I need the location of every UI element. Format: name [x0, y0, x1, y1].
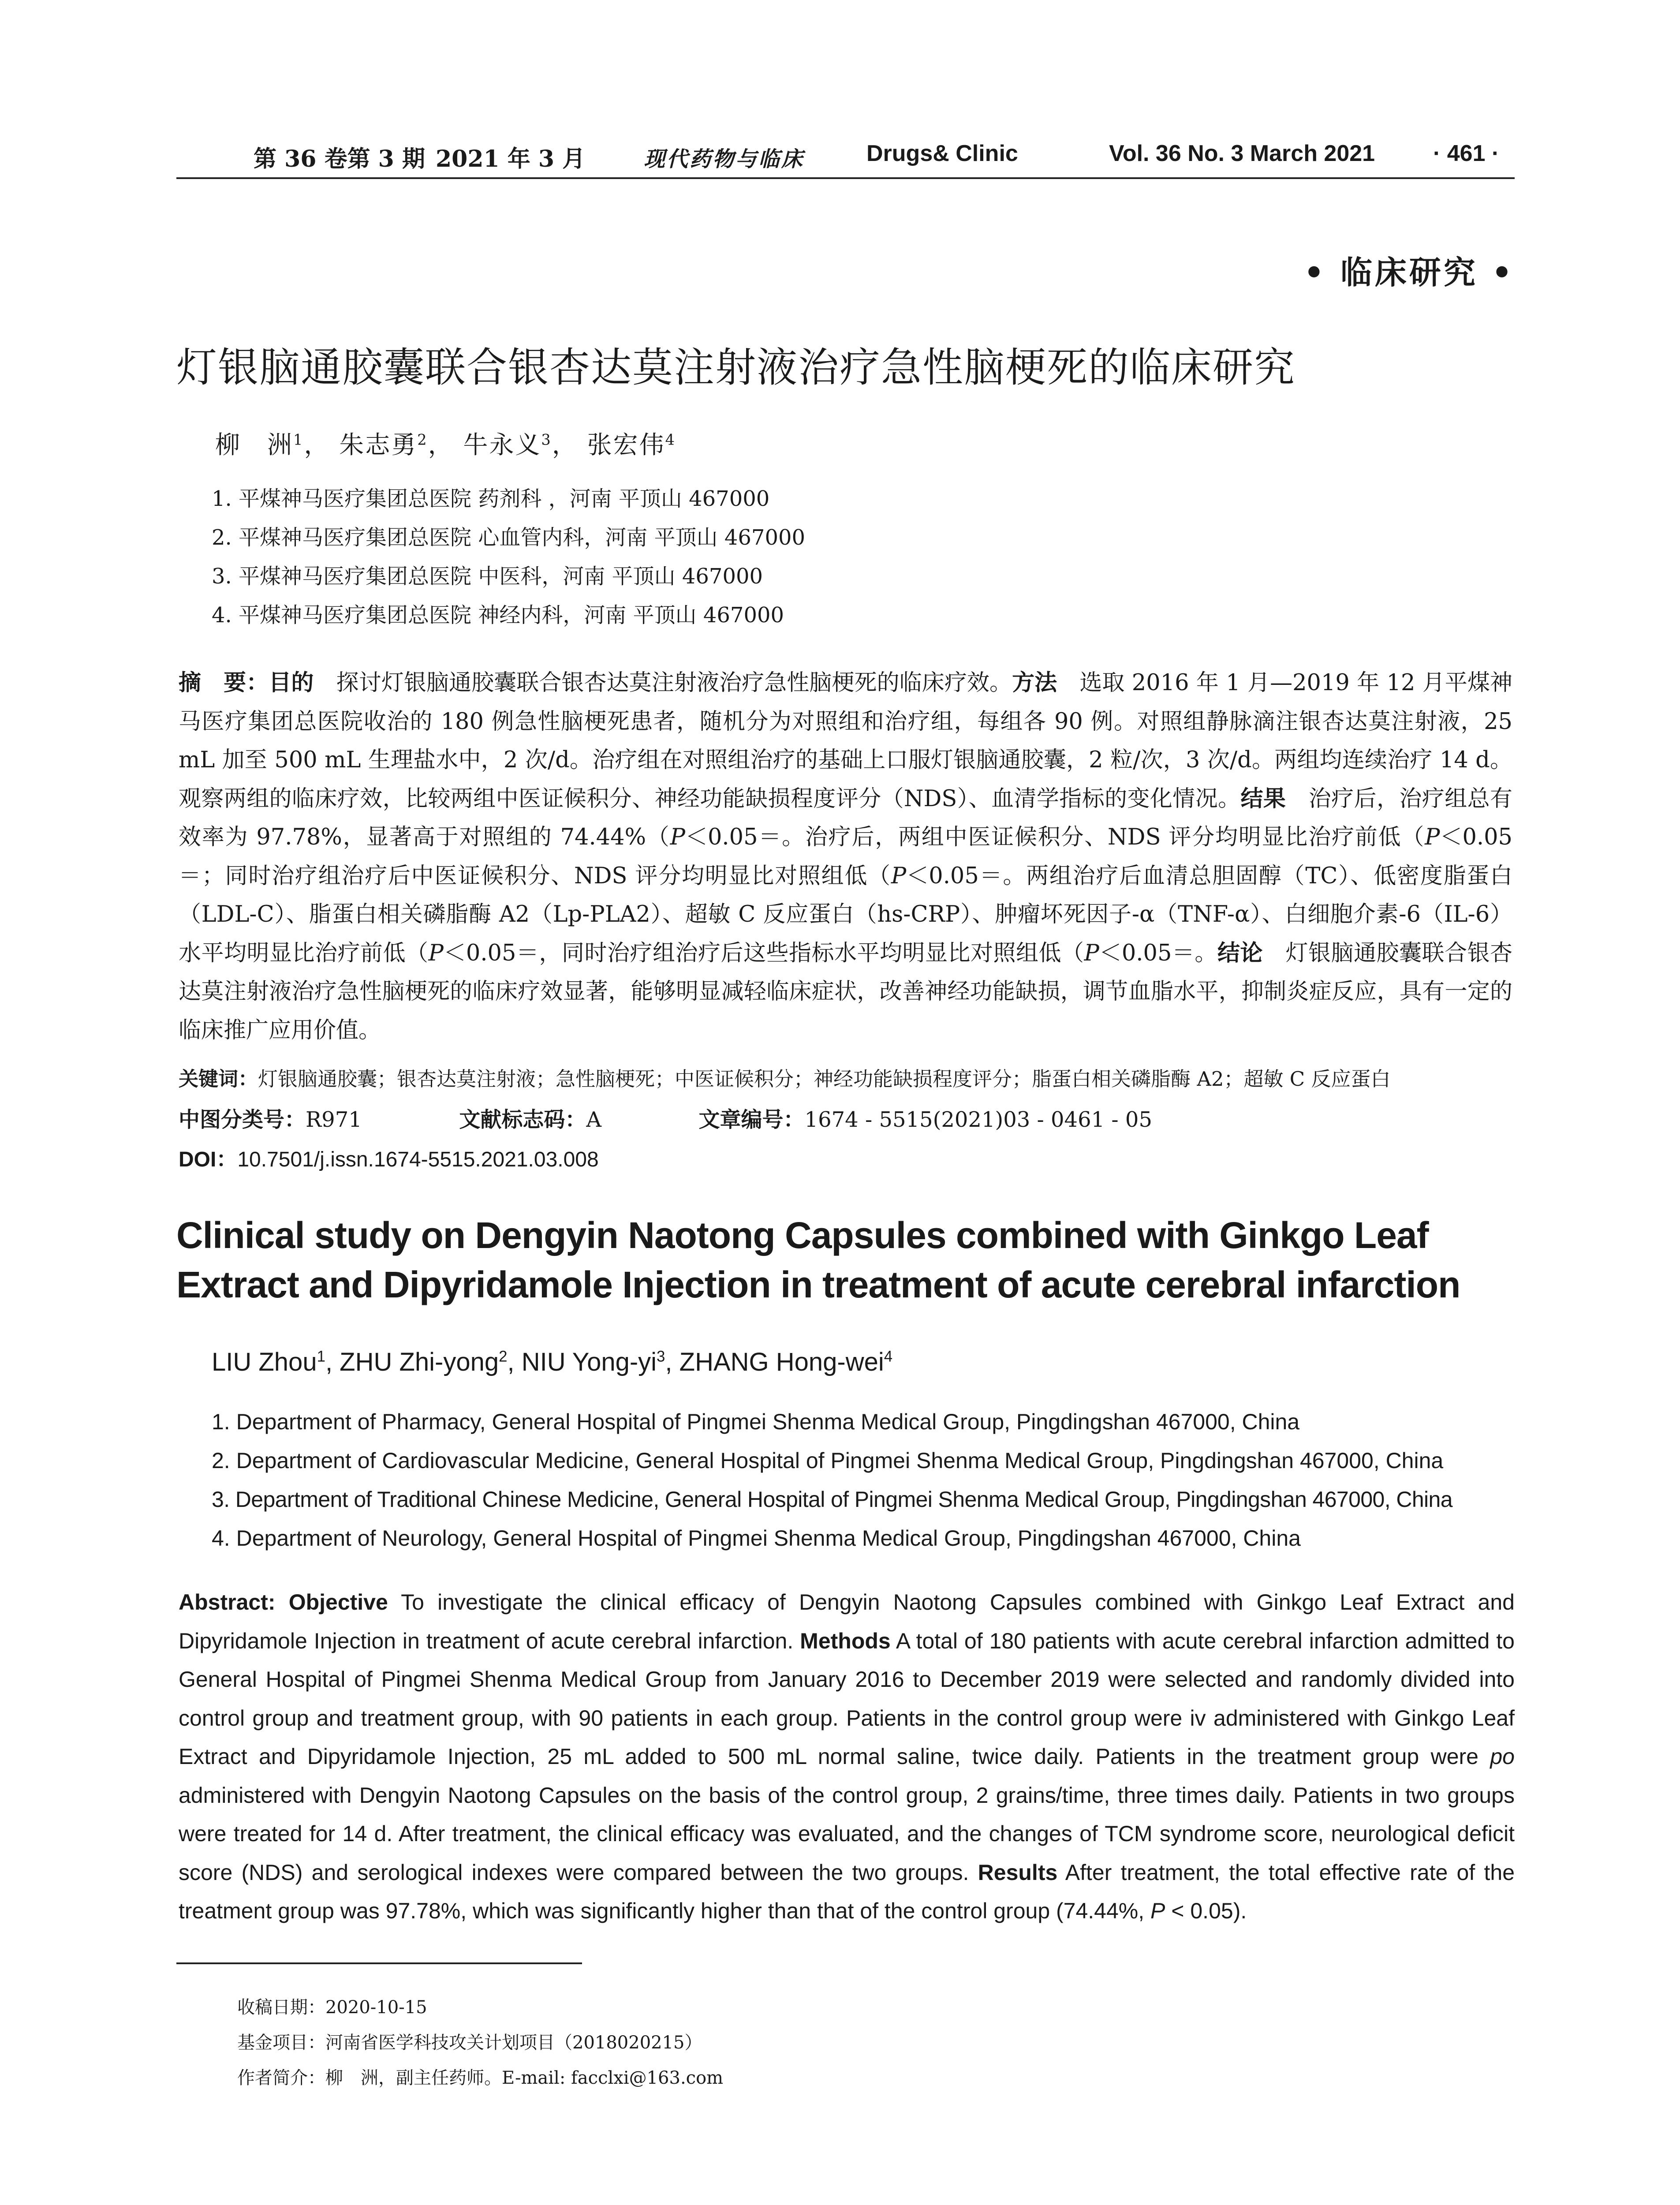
title-zh: 灯银脑通胶囊联合银杏达莫注射液治疗急性脑梗死的临床研究: [176, 345, 1296, 390]
footnote-author-bio: 作者简介：柳 洲，副主任药师。E-mail: facclxi@163.com: [237, 2068, 724, 2088]
clc-number: R971: [306, 1107, 362, 1132]
footnote-received: 收稿日期：2020-10-15: [237, 1997, 427, 2018]
abstract-zh-label: 摘 要：: [179, 669, 269, 696]
affiliation-en-2: 2. Department of Cardiovascular Medicine, General Hospital of Pingmei Shenma Medical Group, Pingdingshan 467000, China: [212, 1448, 1444, 1473]
classification-line: 中图分类号：R971 文献标志码：A 文章编号：1674 - 5515(2021)03 - 0461 - 05: [179, 1107, 1152, 1132]
footnote-rule: [176, 1962, 582, 1964]
author-zh-4: 张宏伟: [587, 431, 665, 460]
affiliation-en-3: 3. Department of Traditional Chinese Medicine, General Hospital of Pingmei Shenma Medical Group, Pingdingshan 467000, China: [212, 1487, 1452, 1512]
header-volume-en: Vol. 36 No. 3 March 2021: [1109, 141, 1375, 166]
doi-line: DOI：10.7501/j.issn.1674-5515.2021.03.008: [179, 1148, 599, 1171]
abstract-zh-conclusion-label: 结论: [1217, 939, 1263, 966]
keywords-label: 关键词：: [179, 1067, 258, 1091]
keywords-zh: [179, 1063, 1515, 1091]
author-zh-3: 牛永义: [463, 431, 541, 460]
affiliation-zh-1: 1. 平煤神马医疗集团总医院 药剂科 ，河南 平顶山 467000: [212, 486, 770, 511]
header-page-number: · 461 ·: [1433, 141, 1500, 166]
article-number: 1674 - 5515(2021)03 - 0461 - 05: [804, 1107, 1152, 1132]
header-rule: [176, 177, 1515, 179]
abstract-zh-objective: 探讨灯银脑通胶囊联合银杏达莫注射液治疗急性脑梗死的临床疗效。: [314, 670, 1012, 696]
abstract-en-results-label: Results: [978, 1860, 1058, 1885]
abstract-en-objective-label: Objective: [288, 1590, 388, 1615]
abstract-zh-conclusion: 灯银脑通胶囊联合银杏达莫注射液治疗急性脑梗死的临床疗效显著，能够明显减轻临床症状，改善神经功能缺损，调节血脂水平，抑制炎症反应，具有一定的临床推广应用价值。: [179, 940, 1512, 1043]
abstract-zh: 摘 要：目的 探讨灯银脑通胶囊联合银杏达莫注射液治疗急性脑梗死的临床疗效。方法 选取 2016 年 1 月—2019 年 12 月平煤神马医疗集团总医院收治的 180 例急性脑梗死患者，随机分为对照组和治疗组，每组各 90 例。对照组静脉滴注银杏达莫注射液，25 mL 加至 500 mL 生理盐水中，2 次/d。治疗组在对照组治疗的基础上口服灯银脑通胶囊，2 粒/次，3 次/d。两组均连续治疗 14 d。观察两组的临床疗效，比较两组中医证候积分、神经功能缺损程度评分（NDS）、血清学指标的变化情况。结果 治疗后，治疗组总有效率为 97.78%，显著高于对照组的 74.44%（P＜0.05＝。治疗后，两组中医证候积分、NDS 评分均明显比治疗前低（P＜0.05＝；同时治疗组治疗后中医证候积分、NDS 评分均明显比对照组低（P＜0.05＝。两组治疗后血清总胆固醇（TC）、低密度脂蛋白（LDL-C）、脂蛋白相关磷脂酶 A2（Lp-PLA2）、超敏 C 反应蛋白（hs-CRP）、肿瘤坏死因子-α（TNF-α）、白细胞介素-6（IL-6）水平均明显比治疗前低（P＜0.05＝，同时治疗组治疗后这些指标水平均明显比对照组低（P＜0.05＝。结论 灯银脑通胶囊联合银杏达莫注射液治疗急性脑梗死的临床疗效显著，能够明显减轻临床症状，改善神经功能缺损，调节血脂水平，抑制炎症反应，具有一定的临床推广应用价值。: [179, 669, 1512, 1043]
affiliation-zh-2: 2. 平煤神马医疗集团总医院 心血管内科，河南 平顶山 467000: [212, 525, 806, 550]
section-tag: • 临床研究 •: [1303, 254, 1515, 291]
header-journal-en: Drugs& Clinic: [866, 141, 1018, 166]
affiliation-zh-4: 4. 平煤神马医疗集团总医院 神经内科，河南 平顶山 467000: [212, 603, 784, 628]
abstract-en: Abstract: Objective To investigate the clinical efficacy of Dengyin Naotong Capsules combined with Ginkgo Leaf Extract and Dipyridamole Injection in treatment of acute cerebral infarction. Methods A total of 180 patients with acute cerebral infarction admitted to General Hospital of Pingmei Shenma Medical Group from January 2016 to December 2019 were selected and randomly divided into control group and treatment group, with 90 patients in each group. Patients in the control group were iv administered with Ginkgo Leaf Extract and Dipyridamole Injection, 25 mL added to 500 mL normal saline, twice daily. Patients in the treatment group were po administered with Dengyin Naotong Capsules on the basis of the control group, 2 grains/time, three times daily. Patients in two groups were treated for 14 d. After treatment, the clinical efficacy was evaluated, and the changes of TCM syndrome score, neurological deficit score (NDS) and serological indexes were compared between the two groups. Results After treatment, the total effective rate of the treatment group was 97.78%, which was significantly higher than that of the control group (74.44%, P < 0.05).: [179, 1590, 1515, 1923]
header-date-zh: 2021 年 3 月: [436, 146, 586, 172]
author-en-2: ZHU Zhi-yong: [340, 1348, 499, 1376]
author-zh-2: 朱志勇: [339, 431, 418, 460]
abstract-en-label: Abstract:: [179, 1590, 276, 1615]
authors-zh: 柳 洲$^1$， 朱志勇$^2$， 牛永义$^3$， 张宏伟$^4$: [215, 431, 676, 460]
affiliation-en-4: 4. Department of Neurology, General Hospital of Pingmei Shenma Medical Group, Pingdingshan 467000, China: [212, 1526, 1301, 1551]
header-volume-zh: 第 36 卷第 3 期: [254, 146, 425, 172]
abstract-zh-objective-label: 目的: [269, 669, 314, 696]
author-en-1: LIU Zhou: [212, 1348, 317, 1376]
running-header: [176, 140, 1515, 176]
affiliation-en-1: 1. Department of Pharmacy, General Hospital of Pingmei Shenma Medical Group, Pingdingshan 467000, China: [212, 1409, 1300, 1434]
author-en-4: ZHANG Hong-wei: [679, 1348, 884, 1376]
abstract-zh-methods: 选取 2016 年 1 月—2019 年 12 月平煤神马医疗集团总医院收治的 180 例急性脑梗死患者，随机分为对照组和治疗组，每组各 90 例。对照组静脉滴注银杏达莫注射液，25 mL 加至 500 mL 生理盐水中，2 次/d。治疗组在对照组治疗的基础上口服灯银脑通胶囊，2 粒/次，3 次/d。两组均连续治疗 14 d。观察两组的临床疗效，比较两组中医证候积分、神经功能缺损程度评分（NDS）、血清学指标的变化情况。: [179, 670, 1512, 812]
header-journal-zh: 现代药物与临床: [644, 147, 805, 172]
title-en: Clinical study on Dengyin Naotong Capsules combined with Ginkgo Leaf Extract and Dipyridamole Injection in treatment of acute cerebral infarction: [176, 1215, 1460, 1305]
author-en-3: NIU Yong-yi: [521, 1348, 657, 1376]
abstract-zh-methods-label: 方法: [1012, 669, 1057, 696]
affiliation-zh-3: 3. 平煤神马医疗集团总医院 中医科，河南 平顶山 467000: [212, 564, 763, 589]
doi-value[interactable]: 10.7501/j.issn.1674-5515.2021.03.008: [237, 1148, 599, 1171]
abstract-en-methods-label: Methods: [800, 1628, 891, 1653]
abstract-en-objective: To investigate the clinical efficacy of Dengyin Naotong Capsules combined with Ginkgo Leaf Extract and Dipyridamole Injection in treatment of acute cerebral infarction.: [179, 1590, 1515, 1653]
document-code: A: [586, 1107, 601, 1132]
authors-en: LIU Zhou$^1$, ZHU Zhi-yong$^2$, NIU Yong-$yi^3$, ZHANG Hong-wei$^4$: [212, 1348, 893, 1376]
footnote-funding: 基金项目：河南省医学科技攻关计划项目（2018020215）: [237, 2033, 702, 2053]
keywords-text: 灯银脑通胶囊；银杏达莫注射液；急性脑梗死；中医证候积分；神经功能缺损程度评分；脂蛋白相关磷脂酶 A2；超敏 C 反应蛋白: [258, 1067, 1391, 1091]
author-zh-1: 柳 洲: [215, 431, 293, 460]
abstract-zh-results-label: 结果: [1240, 785, 1286, 812]
